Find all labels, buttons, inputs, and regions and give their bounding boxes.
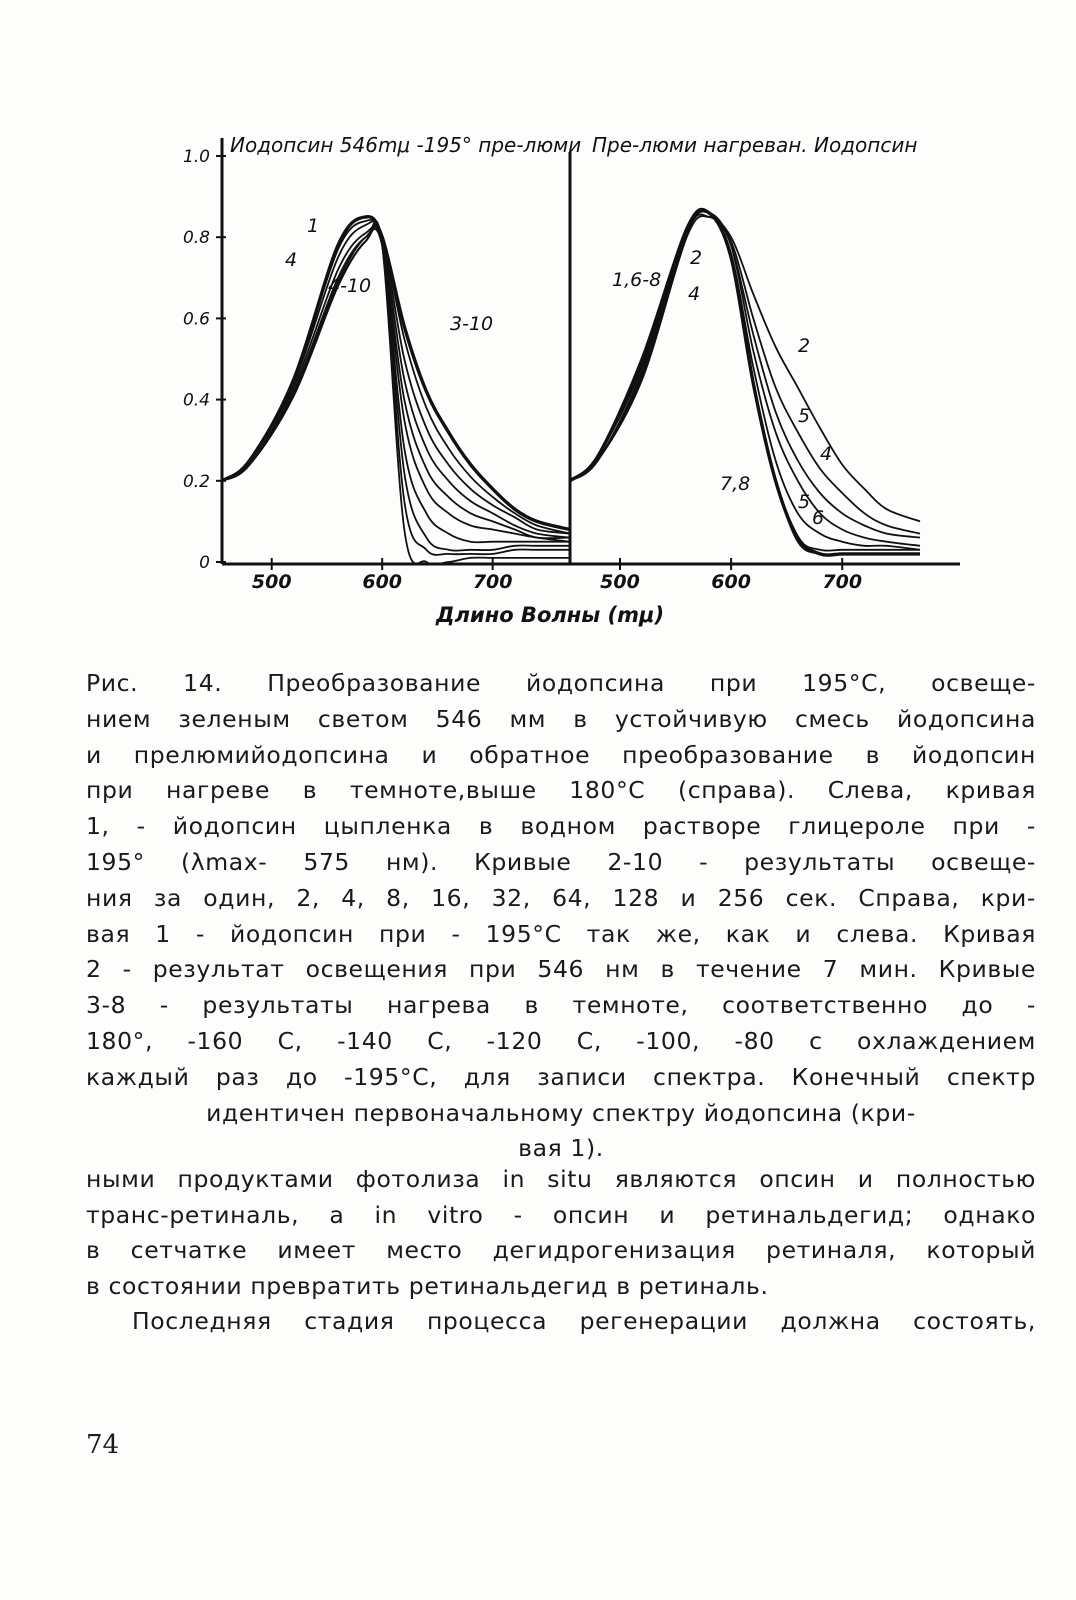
x-tick-label: 500 [251, 571, 292, 593]
caption-line: каждый раз до -195°С, для записи спектра. Конечный спектр [86, 1062, 1036, 1091]
curve-annotation: 5 [798, 405, 811, 427]
spectra-chart [180, 130, 1000, 650]
curve-annotation: 1,6-8 [612, 269, 662, 291]
curve-annotation: 4 [285, 249, 298, 271]
x-tick-label: 700 [822, 571, 863, 593]
x-tick-label: 500 [600, 571, 640, 593]
caption-line-centered: вая 1). [518, 1134, 604, 1163]
body-line: в состоянии превратить ретинальдегид в ретиналь. [86, 1271, 769, 1300]
curve-annotation: 2 [690, 247, 703, 269]
spectrum-curve [570, 209, 920, 555]
caption-line: 2 - результат освещения при 546 нм в течение 7 мин. Кривые [86, 955, 1036, 984]
y-tick-label: 1.0 [182, 147, 210, 167]
page-number: 74 [86, 1430, 120, 1460]
spectrum-curve [570, 209, 920, 554]
body-line: в сетчатке имеет место дегидрогенизация ретиналя, который [86, 1236, 1036, 1264]
caption-line: ния за один, 2, 4, 8, 16, 32, 64, 128 и 256 сек. Справа, кри- [86, 883, 1036, 912]
x-tick-label: 600 [362, 571, 403, 593]
caption-line: вая 1 - йодопсин при - 195°С так же, как и слева. Кривая [86, 919, 1036, 948]
y-tick-label: 0.4 [182, 390, 210, 411]
caption-line: при нагреве в темноте,выше 180°С (справа). Слева, кривая [86, 776, 1036, 805]
caption-line: Рис. 14. Преобразование йодопсина при 195°С, освеще- [86, 669, 1036, 697]
figure-caption [86, 666, 1036, 1167]
curve-annotation: 1 [307, 215, 320, 237]
curve-annotation: 7,8 [720, 473, 751, 495]
curve-annotation: 2 [798, 335, 811, 357]
y-tick-label: 0.2 [182, 471, 210, 492]
caption-line: 180°, -160 С, -140 С, -120 С, -100, -80 с охлаждением [86, 1026, 1036, 1055]
caption-line-centered: идентичен первоначальному спектру йодопсина (кри- [206, 1098, 916, 1127]
panel-title: Иодопсин 546mμ -195° пре-люми [230, 133, 582, 157]
y-tick-label: 0.8 [182, 228, 210, 249]
curve-annotation: 5 [798, 491, 811, 513]
paragraph-start: Последняя стадия процесса регенерации должна состоять, [132, 1307, 1036, 1335]
curve-annotation: 4-10 [328, 275, 372, 297]
caption-line: нием зеленым светом 546 мм в устойчивую смесь йодопсина [86, 704, 1036, 733]
chart-axes [216, 138, 960, 570]
caption-line: 1, - йодопсин цыпленка в водном растворе глицероле при - [86, 812, 1036, 841]
spectrum-curve [570, 211, 920, 545]
curve-annotation: 6 [812, 507, 825, 529]
caption-line: 3-8 - результаты нагрева в темноте, соответственно до - [86, 991, 1036, 1020]
body-text [86, 1162, 1036, 1340]
y-tick-label: 0.6 [182, 309, 210, 330]
absorption-spectra-figure [180, 130, 1000, 650]
x-axis-label: Длино Волны (mμ) [435, 603, 665, 627]
curve-annotation: 3-10 [450, 313, 494, 335]
x-tick-label: 600 [711, 571, 751, 593]
body-line: ными продуктами фотолиза in situ являются опсин и полностью [86, 1165, 1036, 1193]
spectrum-curve [570, 209, 920, 550]
caption-line: 195° (λmax- 575 нм). Кривые 2-10 - результаты освеще- [86, 847, 1036, 876]
caption-line: и прелюмийодопсина и обратное преобразование в йодопсин [86, 740, 1036, 769]
y-tick-label: 0 [199, 553, 210, 573]
curve-annotation: 4 [688, 283, 701, 305]
spectrum-curve [222, 225, 570, 550]
x-tick-label: 700 [472, 571, 513, 593]
spectrum-curve [570, 210, 920, 550]
curve-annotation: 4 [820, 443, 833, 465]
panel-title: Пре-люми нагреван. Иодопсин [592, 133, 918, 157]
body-line: транс-ретиналь, а in vitro - опсин и ретинальдегид; однако [86, 1200, 1036, 1229]
